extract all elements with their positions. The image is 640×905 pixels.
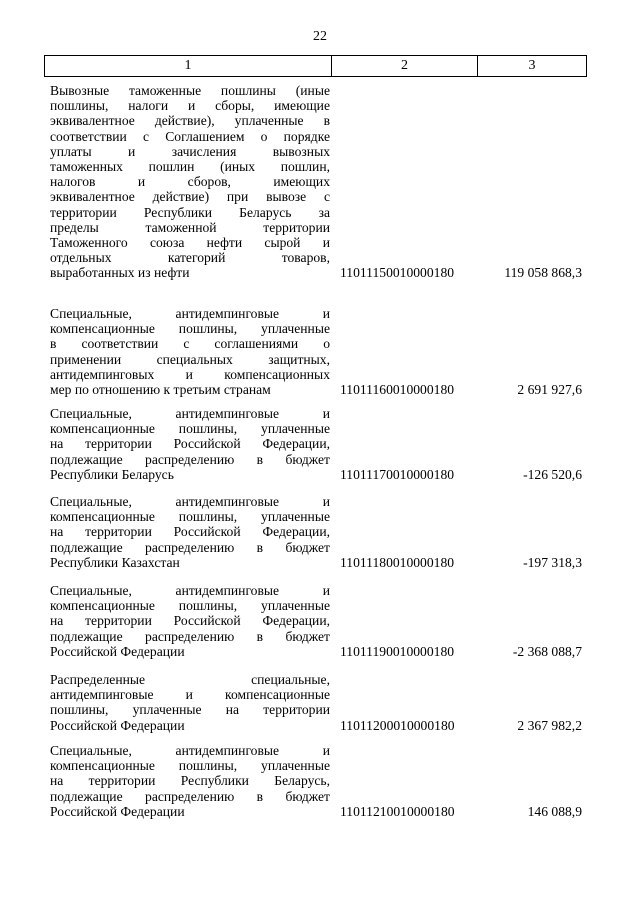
column-header-2: 2 [332,56,478,77]
row-code: 11011160010000180 [340,382,455,397]
description-line: подлежащие распределению в бюджет [50,628,330,644]
row-code: 11011210010000180 [340,803,455,819]
description-line: антидемпинговых и компенсационных [50,366,330,382]
description-line: Российской Федерации [50,717,185,733]
description-line: выработанных из нефти [50,265,190,281]
description-line: на территории Российской Федерации, [50,436,330,452]
column-header-row [45,56,587,77]
description-line: на территории Российской Федерации, [50,613,330,629]
description-line: компенсационные пошлины, уплаченные [50,509,330,525]
description-line: таможенных пошлин (иных пошлин, [50,158,330,174]
row-value: 2 691 927,6 [517,382,582,397]
row-code: 11011150010000180 [340,265,455,281]
column-header-table [44,55,587,77]
description-line: подлежащие распределению в бюджет [50,788,330,804]
row-code: 11011200010000180 [340,717,455,733]
description-line: применении специальных защитных, [50,351,330,367]
description-line: на территории Российской Федерации, [50,524,330,540]
description-line: Республики Беларусь [50,466,174,482]
description-line: Российской Федерации [50,803,185,819]
row-description [50,306,330,397]
description-line: подлежащие распределению в бюджет [50,539,330,555]
description-line: отдельных категорий товаров, [50,250,330,266]
description-line: уплаты и зачисления вывозных [50,143,330,159]
row-value: 119 058 868,3 [504,265,582,281]
column-header-3: 3 [478,56,587,77]
description-line: компенсационные пошлины, уплаченные [50,321,330,337]
row-value: -126 520,6 [523,466,582,482]
description-line: соответствии с Соглашением о порядке [50,128,330,144]
description-line: компенсационные пошлины, уплаченные [50,758,330,774]
row-code: 11011180010000180 [340,554,455,570]
description-line: антидемпинговые и компенсационные [50,687,330,703]
description-line: территории Республики Беларусь за [50,204,330,220]
description-line: Распределенные специальные, [50,672,330,687]
description-line: Специальные, антидемпинговые и [50,306,330,321]
row-code: 11011170010000180 [340,466,455,482]
row-description [50,672,330,733]
description-line: налогов и сборов, имеющих [50,174,330,190]
description-line: компенсационные пошлины, уплаченные [50,598,330,614]
row-value: 146 088,9 [527,803,582,819]
description-line: Республики Казахстан [50,554,180,570]
row-value: -2 368 088,7 [512,643,582,659]
column-header-1: 1 [45,56,332,77]
description-line: пределы таможенной территории [50,219,330,235]
description-line: в соответствии с соглашениями о [50,336,330,352]
page-number: 22 [313,29,327,44]
description-line: эквивалентное действие) при вывозе с [50,189,330,205]
description-line: Специальные, антидемпинговые и [50,406,330,421]
row-description [50,406,330,482]
description-line: Российской Федерации [50,643,185,659]
row-description [50,83,330,280]
row-description [50,583,330,659]
row-code: 11011190010000180 [340,643,455,659]
description-line: эквивалентное действие), уплаченные в [50,113,330,129]
description-line: Специальные, антидемпинговые и [50,743,330,758]
row-description [50,494,330,570]
description-line: Специальные, антидемпинговые и [50,494,330,509]
description-line: пошлины, уплаченные на территории [50,702,330,718]
description-line: пошлины, налоги и сборы, имеющие [50,98,330,114]
description-line: Специальные, антидемпинговые и [50,583,330,598]
description-line: мер по отношению к третьим странам [50,381,271,397]
description-line: на территории Республики Беларусь, [50,773,330,789]
row-description [50,743,330,819]
description-line: Таможенного союза нефти сырой и [50,234,330,250]
row-value: 2 367 982,2 [517,717,582,733]
description-line: компенсационные пошлины, уплаченные [50,421,330,437]
row-value: -197 318,3 [523,554,582,570]
description-line: подлежащие распределению в бюджет [50,451,330,467]
description-line: Вывозные таможенные пошлины (иные [50,83,330,98]
